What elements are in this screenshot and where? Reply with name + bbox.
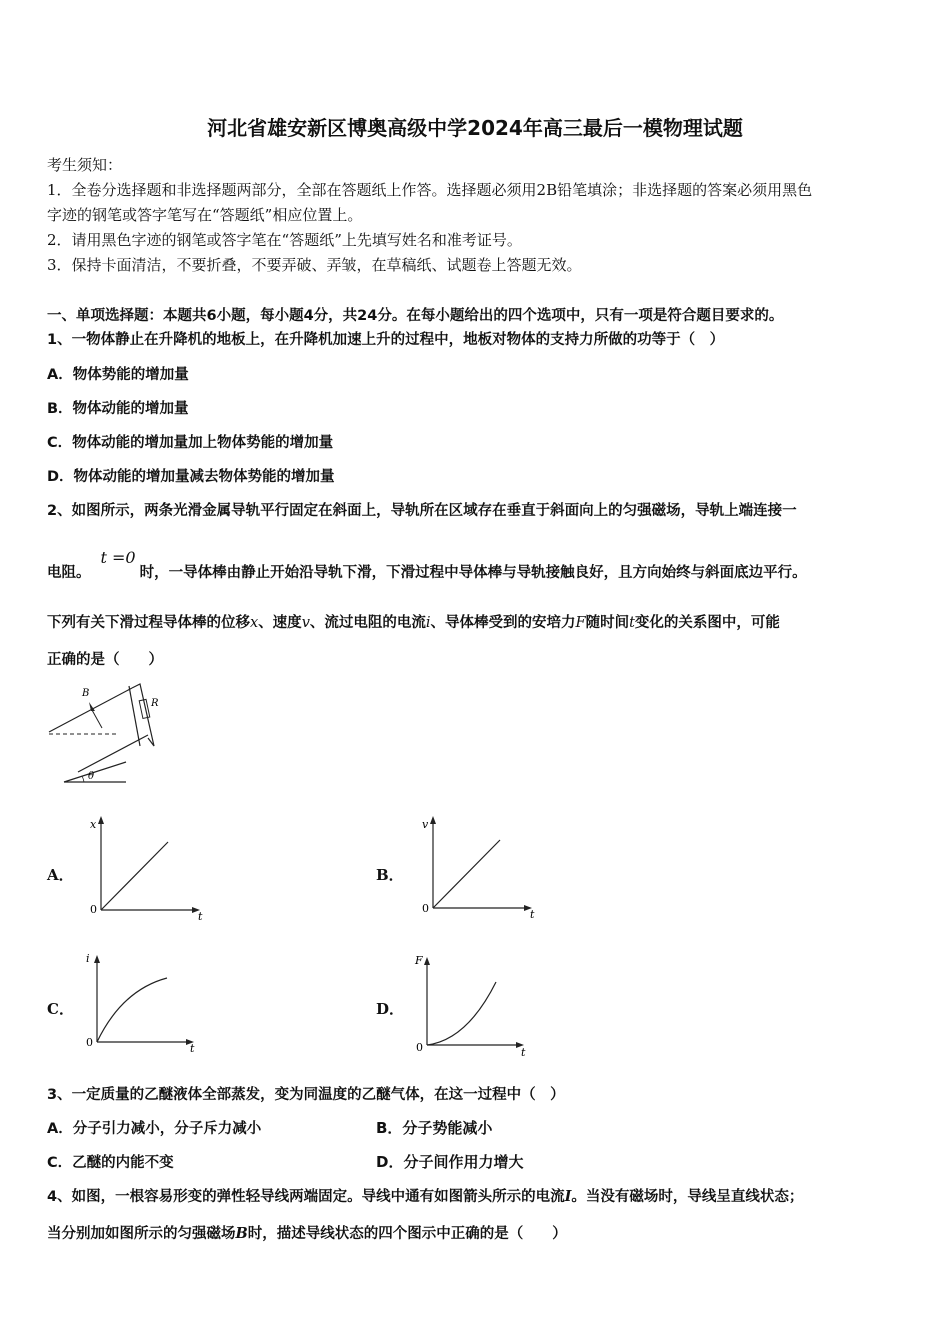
q1-option-a: A．物体势能的增加量: [47, 367, 189, 383]
notice-item-1-line-2: 字迹的钢笔或答字笔写在“答题纸”相应位置上。: [47, 206, 363, 224]
q3-option-a: A．分子引力减小，分子斥力减小: [47, 1121, 262, 1137]
q2-line-2-pre: 电阻。: [47, 565, 91, 581]
graph-a-ylabel: x: [90, 818, 97, 831]
q3-option-c: C．乙醚的内能不变: [47, 1155, 174, 1171]
q2-line-3: [47, 611, 780, 632]
graph-b-xlabel: t: [530, 908, 535, 921]
var-x: x: [250, 615, 259, 631]
q4-line-2-b: 时，描述导线状态的四个图示中正确的是（ ）: [247, 1226, 567, 1242]
graph-b: [418, 812, 548, 924]
q2-option-d-label: D．: [376, 1000, 405, 1018]
q2-line-2: [47, 548, 807, 582]
notice-item-3: 3．保持卡面清洁，不要折叠，不要弄破、弄皱，在草稿纸、试题卷上答题无效。: [47, 256, 582, 274]
incline-rail-figure: [44, 680, 164, 790]
q2-line-2-post: 时，一导体棒由静止开始沿导轨下滑，下滑过程中导体棒与导轨接触良好，且方向始终与斜面底边平行。: [139, 565, 807, 581]
q4-line-2: [47, 1222, 567, 1243]
graph-d-curve: [427, 982, 496, 1045]
q3-option-d: D．分子间作用力增大: [376, 1153, 524, 1171]
q4-line-1-a: 4、如图，一根容易形变的弹性轻导线两端固定。导线中通有如图箭头所示的电流: [47, 1189, 565, 1205]
var-current-i: I: [564, 1188, 572, 1205]
graph-b-origin: 0: [422, 902, 429, 915]
q3-stem: 3、一定质量的乙醚液体全部蒸发，变为同温度的乙醚气体，在这一过程中（ ）: [47, 1087, 565, 1103]
graph-a-xlabel: t: [198, 910, 203, 923]
var-field-b: B: [235, 1225, 248, 1242]
graph-d: [412, 950, 542, 1060]
q2-line-1: 2、如图所示，两条光滑金属导轨平行固定在斜面上，导轨所在区域存在垂直于斜面向上的匀强磁场，导轨上端连接一: [47, 503, 797, 519]
graph-a: [86, 812, 216, 924]
q2-line-3-d: 、导体棒受到的安培力: [430, 615, 576, 631]
q4-line-2-a: 当分别加如图所示的匀强磁场: [47, 1226, 236, 1242]
graph-c-ylabel: i: [86, 952, 90, 965]
q1-option-c: C．物体动能的增加量加上物体势能的增加量: [47, 435, 334, 451]
q2-line-3-a: 下列有关下滑过程导体棒的位移: [47, 615, 250, 631]
q4-line-1-b: 。当没有磁场时，导线呈直线状态；: [571, 1189, 804, 1205]
notice-item-2: 2．请用黑色字迹的钢笔或答字笔在“答题纸”上先填写姓名和准考证号。: [47, 231, 522, 249]
angle-label-theta: θ: [88, 771, 95, 782]
notice-heading: 考生须知：: [47, 156, 123, 174]
notice-item-1-line-1: 1．全卷分选择题和非选择题两部分，全部在答题纸上作答。选择题必须用2B铅笔填涂；非选择题的答案必须用黑色: [47, 181, 813, 199]
graph-a-origin: 0: [90, 903, 97, 916]
graph-d-ylabel: F: [415, 954, 423, 967]
graph-a-curve: [101, 842, 168, 910]
q3-option-b: B．分子势能减小: [376, 1119, 493, 1137]
resistor-label-r: R: [151, 698, 159, 709]
q2-line-3-c: 、流过电阻的电流: [309, 615, 426, 631]
graph-b-curve: [433, 840, 500, 908]
q2-option-c-label: C．: [47, 1000, 74, 1018]
field-label-b: B: [82, 688, 90, 699]
q2-line-4: 正确的是（ ）: [47, 652, 163, 668]
graph-c-xlabel: t: [190, 1042, 195, 1055]
q2-line-3-f: 变化的关系图中，可能: [634, 615, 780, 631]
q1-option-d: D．物体动能的增加量减去物体势能的增加量: [47, 469, 335, 485]
graph-c: [82, 950, 212, 1060]
q2-option-b-label: B．: [376, 866, 404, 884]
q2-time-zero: t =0: [100, 548, 136, 567]
graph-b-ylabel: v: [422, 818, 429, 831]
q4-line-1: [47, 1185, 803, 1206]
section-heading: 一、单项选择题：本题共6小题，每小题4分，共24分。在每小题给出的四个选项中，只有一项是符合题目要求的。: [47, 308, 784, 324]
graph-c-origin: 0: [86, 1036, 93, 1049]
var-t: t: [629, 615, 635, 631]
var-v: v: [301, 615, 310, 631]
var-i: i: [425, 615, 431, 631]
q2-line-3-b: 、速度: [258, 615, 302, 631]
graph-d-xlabel: t: [521, 1046, 526, 1059]
var-F: F: [575, 615, 586, 631]
page-title: 河北省雄安新区博奥高级中学2024年高三最后一模物理试题: [207, 116, 743, 140]
graph-d-origin: 0: [416, 1041, 423, 1054]
q2-option-a-label: A．: [47, 866, 74, 884]
q1-stem: 1、一物体静止在升降机的地板上，在升降机加速上升的过程中，地板对物体的支持力所做的功等于（ ）: [47, 332, 725, 348]
graph-c-curve: [97, 978, 167, 1042]
q1-option-b: B．物体动能的增加量: [47, 401, 189, 417]
q2-line-3-e: 随时间: [585, 615, 630, 631]
